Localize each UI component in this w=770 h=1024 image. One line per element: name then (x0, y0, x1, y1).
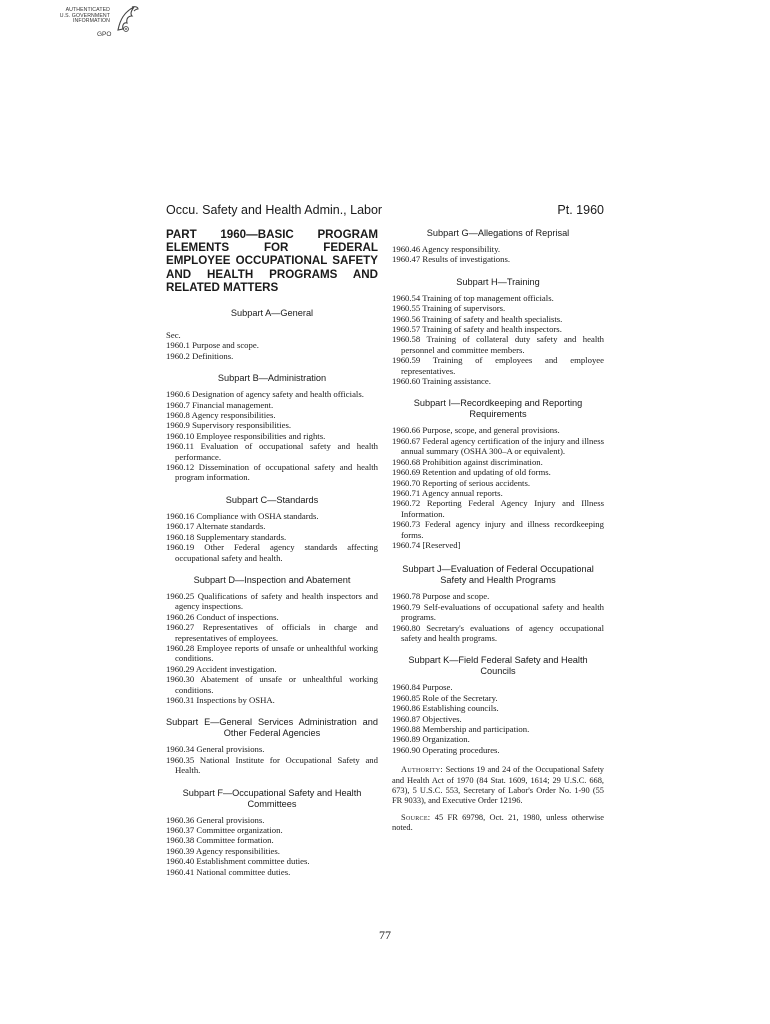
toc-entry: 1960.86 Establishing councils. (392, 703, 499, 714)
toc-entry: 1960.88 Membership and participation. (392, 724, 530, 734)
authority-note (392, 765, 604, 807)
toc-entry: 1960.54 Training of top management officials. (392, 292, 554, 303)
part-title: PART 1960—BASIC PROGRAM ELEMENTS FOR FEDERAL EMPLOYEE OCCUPATIONAL SAFETY AND HEALTH PROGRAMS AND RELATED MATTERS (166, 228, 378, 294)
toc-entry: 1960.57 Training of safety and health inspectors. (392, 324, 562, 335)
toc-entry: 1960.55 Training of supervisors. (392, 303, 506, 314)
toc-entry: 1960.41 National committee duties. (166, 866, 291, 877)
toc-entry: 1960.11 Evaluation of occupational safety and health performance. (166, 441, 378, 462)
toc-entry: 1960.78 Purpose and scope. (392, 591, 490, 602)
toc-entry: 1960.26 Conduct of inspections. (166, 611, 279, 622)
toc-entry: 1960.47 Results of investigations. (392, 254, 511, 265)
toc-entry: 1960.10 Employee responsibilities and rights. (166, 430, 326, 441)
toc-entry: 1960.39 Agency responsibilities. (166, 845, 280, 856)
toc-entry: 1960.34 General provisions. (166, 744, 265, 755)
source-note (392, 813, 604, 834)
toc-entry: 1960.6 Designation of agency safety and health officials. (166, 389, 364, 400)
toc-entry: 1960.46 Agency responsibility. (392, 244, 501, 254)
toc-entry: 1960.35 National Institute for Occupational Safety and Health. (166, 754, 378, 776)
subpart-b-heading: Subpart B—Administration (217, 373, 327, 384)
toc-entry: 1960.38 Committee formation. (166, 835, 274, 846)
toc-entry: 1960.72 Reporting Federal Agency Injury and Illness Information. (392, 498, 604, 519)
subpart-f-heading: Subpart F—Occupational Safety and Health Committees (182, 787, 362, 809)
authority-text: Sections 19 and 24 of the Occupational Safety and Health Act of 1970 (84 Stat. 1609, 1614; 29 U.S.C. 668, 673), 5 U.S.C. 553, Secretary of Labor's Order No. 1-90 (55 FR 9033), and Executive Order 12196. (392, 765, 604, 806)
source-text: 45 FR 69798, Oct. 21, 1980, unless otherwise noted. (392, 812, 604, 833)
toc-entry: 1960.68 Prohibition against discrimination. (392, 456, 543, 467)
toc-entry: 1960.66 Purpose, scope, and general provisions. (392, 425, 560, 436)
subpart-k-heading: Subpart K—Field Federal Safety and Health Councils (408, 655, 588, 677)
toc-entry: 1960.8 Agency responsibilities. (166, 410, 276, 421)
gpo-authentication-seal (58, 4, 142, 44)
toc-entry: 1960.80 Secretary's evaluations of agency occupational safety and health programs. (392, 622, 604, 643)
toc-entry: 1960.74 [Reserved] (392, 539, 461, 550)
subpart-g-heading: Subpart G—Allegations of Reprisal (426, 228, 570, 238)
seal-gpo-label: GPO (97, 31, 112, 38)
toc-entry: 1960.25 Qualifications of safety and health inspectors and agency inspections. (166, 590, 378, 612)
toc-entry: 1960.70 Reporting of serious accidents. (392, 477, 531, 488)
toc-entry: 1960.16 Compliance with OSHA standards. (166, 510, 319, 521)
toc-entry: 1960.29 Accident investigation. (166, 663, 277, 674)
subpart-h-heading: Subpart H—Training (456, 276, 540, 287)
toc-entry: 1960.85 Role of the Secretary. (392, 692, 498, 703)
subpart-c-heading: Subpart C—Standards (225, 494, 319, 505)
page-number: 77 (379, 928, 391, 942)
toc-entry: 1960.89 Organization. (392, 734, 470, 745)
source-label: Source: (401, 812, 431, 822)
subpart-e-heading: Subpart E—General Services Administration and Other Federal Agencies (166, 717, 378, 739)
toc-entry: 1960.56 Training of safety and health specialists. (392, 313, 563, 324)
toc-entry: 1960.7 Financial management. (166, 399, 274, 410)
running-head-part: Pt. 1960 (557, 203, 604, 217)
toc-entry: 1960.36 General provisions. (166, 814, 265, 825)
eagle-logo-icon (114, 4, 140, 34)
running-head (166, 203, 604, 219)
toc-entry: 1960.40 Establishment committee duties. (166, 856, 310, 867)
toc-entry: 1960.31 Inspections by OSHA. (166, 694, 275, 705)
toc-entry: 1960.2 Definitions. (166, 350, 234, 361)
toc-entry: 1960.90 Operating procedures. (392, 744, 500, 755)
toc-entry: 1960.30 Abatement of unsafe or unhealthful working conditions. (166, 674, 378, 695)
toc-entry: 1960.27 Representatives of officials in charge and representatives of employees. (166, 622, 378, 643)
section-label: Sec. (166, 330, 181, 341)
seal-text: AUTHENTICATED U.S. GOVERNMENT INFORMATION (59, 7, 110, 25)
toc-entry: 1960.59 Training of employees and employee representatives. (392, 355, 604, 376)
toc-entry: 1960.17 Alternate standards. (166, 521, 266, 532)
subpart-a-heading: Subpart A—General (230, 308, 314, 319)
toc-entry: 1960.67 Federal agency certification of the injury and illness annual summary (OSHA 300–A or equivalent). (392, 435, 604, 457)
toc-entry: 1960.1 Purpose and scope. (166, 340, 259, 351)
toc-entry: 1960.28 Employee reports of unsafe or unhealthful working conditions. (166, 642, 378, 664)
toc-entry: 1960.58 Training of collateral duty safety and health personnel and committee members. (392, 334, 604, 355)
subpart-i-heading: Subpart I—Recordkeeping and Reporting Requirements (413, 398, 583, 420)
subpart-j-heading: Subpart J—Evaluation of Federal Occupational Safety and Health Programs (402, 564, 594, 586)
toc-entry: 1960.79 Self-evaluations of occupational safety and health programs. (392, 601, 604, 623)
subpart-d-heading: Subpart D—Inspection and Abatement (193, 574, 351, 585)
toc-entry: 1960.71 Agency annual reports. (392, 487, 503, 498)
running-head-agency: Occu. Safety and Health Admin., Labor (166, 203, 383, 217)
toc-entry: 1960.19 Other Federal agency standards affecting occupational safety and health. (166, 542, 378, 563)
toc-entry: 1960.12 Dissemination of occupational safety and health program information. (166, 462, 378, 483)
toc-entry: 1960.69 Retention and updating of old forms. (392, 467, 551, 478)
toc-entry: 1960.60 Training assistance. (392, 376, 491, 387)
toc-entry: 1960.18 Supplementary standards. (166, 531, 287, 542)
toc-entry: 1960.37 Committee organization. (166, 825, 283, 836)
toc-entry: 1960.84 Purpose. (392, 682, 453, 693)
left-column (166, 228, 378, 877)
right-column (392, 228, 604, 834)
toc-entry: 1960.73 Federal agency injury and illness recordkeeping forms. (392, 519, 604, 540)
toc-entry: 1960.9 Supervisory responsibilities. (166, 420, 291, 431)
toc-entry: 1960.87 Objectives. (392, 713, 462, 724)
authority-label: Authority: (401, 765, 444, 775)
